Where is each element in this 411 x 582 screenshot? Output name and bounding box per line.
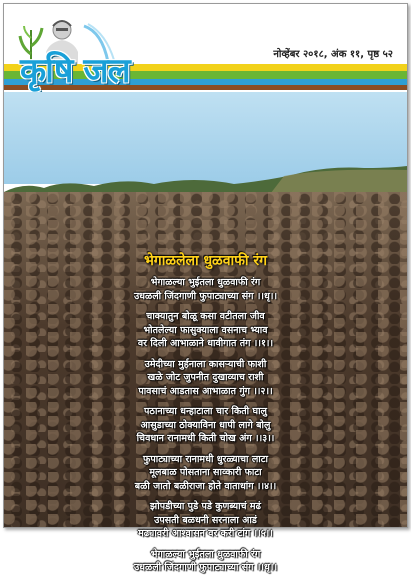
poem-line: झोपडीच्या पुडे पडे कुणब्याचं मढं <box>150 501 261 512</box>
poem-stanza <box>4 405 407 446</box>
magazine-logo: कृषि जल <box>20 51 130 91</box>
poem-title: भेगाळलेला धुळवाफी रंग <box>143 253 268 269</box>
poem-line: उधळली जिंदगाणी फुपाट्याच्या संग ।।धृ।। <box>133 562 278 573</box>
poem-line: फुपाट्याच्या रानामधी धुरळ्याचा लाटा <box>143 453 268 465</box>
poem-line: भोतलेल्या फासुक्याला वसनाच भ्याव <box>143 324 268 336</box>
poem-line: चाक्यातुन बोळू कसा वटीतला जीव <box>146 311 265 322</box>
poem-stanza <box>4 453 407 494</box>
poem-line: भेगाळल्या भुईतला धुळवाफी रंग <box>150 548 261 560</box>
poem-stanza <box>4 548 407 575</box>
poem-line: आसुडाच्या ठोक्याविना धापी लागे बोलु <box>140 419 271 431</box>
cracked-field-photo <box>4 92 407 573</box>
poem-line: खळे जोट जुपनीत दुखाव्याच राशी <box>147 372 264 383</box>
poem-line: पावसाचं आडतास आभाळात गुंग ।।२।। <box>138 385 273 397</box>
poem-stanza <box>4 276 407 303</box>
poem <box>4 252 407 582</box>
poem-stanza <box>4 500 407 541</box>
poem-line: भेगाळल्या भुईतला धुळवाफी रंग <box>150 277 261 288</box>
poem-line: उपसती बळधनी सरनाला आडं <box>154 514 257 526</box>
magazine-page <box>3 3 408 573</box>
poem-line: बळी जातो बळीराजा होते वाताधांग ।।४।। <box>134 480 277 492</box>
poem-line: वर दिली आभाळाने धावीगात तंग ।।१।। <box>137 338 274 349</box>
poem-line: मढ्यावरी आश्वासन वर करी टांग ।।५।। <box>138 528 273 539</box>
poem-line: उधळली जिंदगाणी फुपाट्याच्या संग ।।धृ।। <box>133 290 278 302</box>
poem-stanzas <box>4 276 407 575</box>
poem-line: उमेदीच्या मुर्हनाला कासऱ्याची फाशी <box>144 358 267 370</box>
poem-line: मूलबाळ पोसताना साव्कारी फाटा <box>149 467 262 478</box>
masthead <box>4 4 407 104</box>
poem-stanza <box>4 310 407 351</box>
issue-info: नोव्हेंबर २०१८, अंक ११, पृष्ठ ५२ <box>273 49 393 60</box>
poem-stanza <box>4 358 407 399</box>
poem-line: चिवधान रानामधी किती चोख अंग ।।३।। <box>136 433 275 444</box>
poem-line: पठानाच्या धन्हाटाला चार किती घालु <box>144 406 267 417</box>
